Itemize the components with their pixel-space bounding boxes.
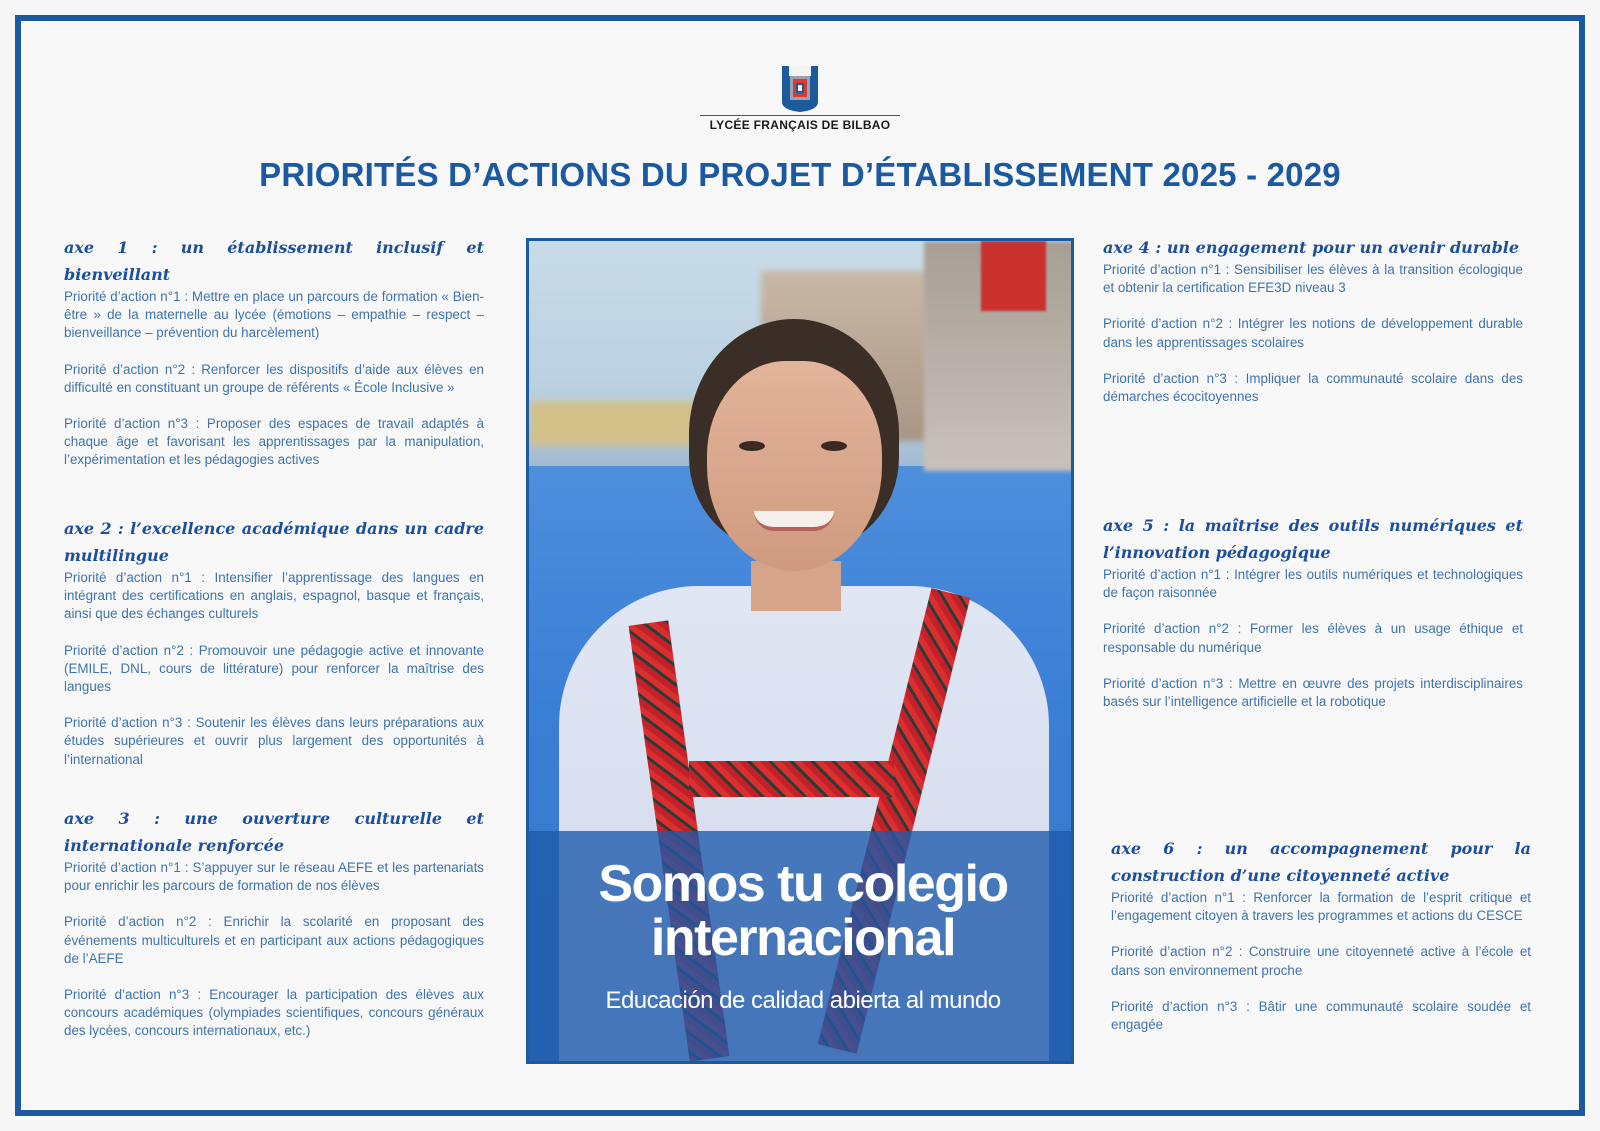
axe-2 [64, 515, 484, 787]
priority-item: Priorité d’action n°3 : Proposer des espaces de travail adaptés à chaque âge et favorisant les apprentissages par la manipulation, l’expérimentation et les pédagogies actives [64, 416, 484, 468]
priority-item: Priorité d’action n°2 : Renforcer les dispositifs d’aide aux élèves en difficulté en constituant un groupe de référents « École Inclusive » [64, 361, 484, 395]
priority-item: Priorité d’action n°3 : Mettre en œuvre des projets interdisciplinaires basés sur l’intelligence artificielle et la robotique [1103, 675, 1523, 710]
photo-headline: Somos tu colegio internacional [598, 855, 1008, 967]
school-crest-icon [780, 64, 820, 114]
axe-title: axe 3 : une ouverture culturelle et internationale renforcée [64, 809, 484, 855]
priority-item: Priorité d’action n°1 : Intégrer les outils numériques et technologiques de façon raisonnée [1103, 567, 1523, 601]
axe-4 [1103, 234, 1523, 424]
priority-item: Priorité d’action n°3 : Encourager la participation des élèves aux concours académiques (olympiades scientifiques, concours généraux des lycées, concours internationaux, etc.) [64, 987, 484, 1039]
logo-divider [700, 115, 900, 116]
priority-item: Priorité d’action n°2 : Construire une citoyenneté active à l’école et dans son environnement proche [1111, 944, 1531, 978]
priority-item: Priorité d’action n°2 : Intégrer les notions de développement durable dans les apprentissages scolaires [1103, 316, 1523, 350]
axe-title: axe 4 : un engagement pour un avenir durable [1103, 238, 1520, 257]
photo-tagline: Educación de calidad abierta al mundo [605, 987, 1001, 1014]
axe-title: axe 5 : la maîtrise des outils numériques et l’innovation pédagogique [1103, 516, 1523, 562]
axe-6 [1111, 835, 1531, 1052]
priority-item: Priorité d’action n°1 : Sensibiliser les élèves à la transition écologique et obtenir la certification EFE3D niveau 3 [1103, 262, 1523, 296]
priority-item: Priorité d’action n°3 : Soutenir les élèves dans leurs préparations aux études supérieures et ouvrir plus largement des opportunités à l’international [64, 715, 484, 767]
axe-3 [64, 805, 484, 1059]
priority-item: Priorité d’action n°1 : Intensifier l’apprentissage des langues en intégrant des certifications en anglais, espagnol, basque et français, ainsi que des échanges culturels [64, 570, 484, 622]
axe-1 [64, 234, 484, 488]
hero-photo [526, 238, 1074, 1064]
priority-item: Priorité d’action n°1 : S’appuyer sur le réseau AEFE et les partenariats pour enrichir les parcours de formation de nos élèves [64, 860, 484, 894]
axe-title: axe 2 : l’excellence académique dans un cadre multilingue [64, 519, 484, 565]
school-name: LYCÉE FRANÇAIS DE BILBAO [709, 118, 891, 132]
axe-title: axe 1 : un établissement inclusif et bienveillant [64, 238, 484, 284]
priority-item: Priorité d’action n°2 : Former les élèves à un usage éthique et responsable du numérique [1103, 621, 1523, 655]
photo-caption-overlay [529, 831, 1074, 1064]
axe-5 [1103, 512, 1523, 729]
priority-item: Priorité d’action n°3 : Bâtir une communauté scolaire soudée et engagée [1111, 998, 1531, 1033]
priority-item: Priorité d’action n°2 : Enrichir la scolarité en proposant des événements multiculturels et en participant aux actions pédagogiques de l’AEFE [64, 914, 484, 966]
priority-item: Priorité d’action n°1 : Renforcer la formation de l’esprit critique et l’engagement citoyen à travers les programmes et actions du CESCE [1111, 890, 1531, 924]
priority-item: Priorité d’action n°3 : Impliquer la communauté scolaire dans des démarches écocitoyennes [1103, 370, 1523, 405]
school-logo [700, 64, 900, 134]
axe-title: axe 6 : un accompagnement pour la construction d’une citoyenneté active [1111, 839, 1531, 885]
priority-item: Priorité d’action n°2 : Promouvoir une pédagogie active et innovante (EMILE, DNL, cours de littérature) pour renforcer la maîtrise des langues [64, 642, 484, 695]
page-title: PRIORITÉS D’ACTIONS DU PROJET D’ÉTABLISSEMENT 2025 - 2029 [259, 156, 1341, 193]
priority-item: Priorité d’action n°1 : Mettre en place un parcours de formation « Bien-être » de la maternelle au lycée (émotions – empathie – respect – bienveillance – prévention du harcèlement) [64, 289, 484, 341]
